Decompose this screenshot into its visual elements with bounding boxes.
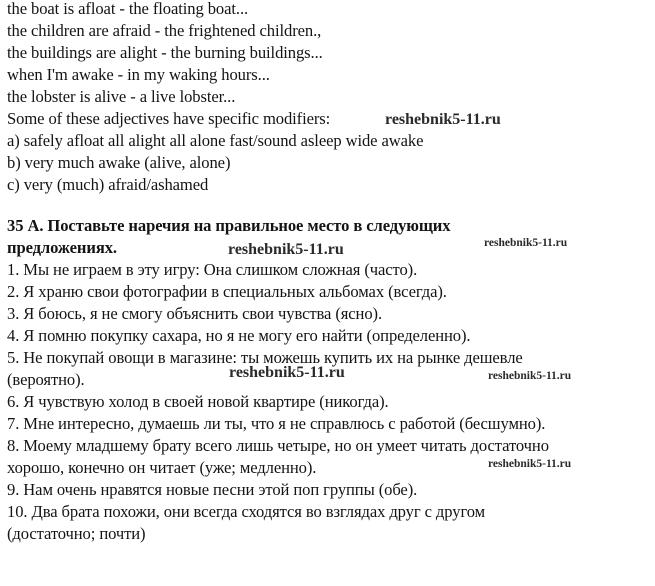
exercise-item: 9. Нам очень нравятся новые песни этой поп группы (обе). — [7, 480, 418, 499]
exercise-item: (достаточно; почти) — [7, 524, 146, 543]
exercise-item: 7. Мне интересно, думаешь ли ты, что я не справлюсь с работой (бесшумно). — [7, 414, 546, 433]
exercise-heading: предложениях. — [7, 238, 117, 257]
text-line: the boat is afloat - the floating boat... — [7, 0, 249, 18]
text-line: b) very much awake (alive, alone) — [7, 153, 231, 172]
exercise-item: 1. Мы не играем в эту игру: Она слишком сложная (часто). — [7, 260, 418, 279]
watermark: reshebnik5-11.ru — [484, 237, 568, 249]
exercise-item: 5. Не покупай овощи в магазине: ты можешь купить их на рынке дешевле — [7, 348, 523, 367]
exercise-item: 6. Я чувствую холод в своей новой квартире (никогда). — [7, 392, 389, 411]
text-line: the buildings are alight - the burning buildings... — [7, 43, 323, 62]
exercise-item: 2. Я храню свои фотографии в специальных альбомах (всегда). — [7, 282, 447, 301]
watermark: reshebnik5-11.ru — [488, 458, 572, 470]
exercise-heading: 35 А. Поставьте наречия на правильное место в следующих — [7, 216, 451, 235]
exercise-item: (вероятно). — [7, 370, 85, 389]
exercise-item: 8. Моему младшему брату всего лишь четыре, но он умеет читать достаточно — [7, 436, 549, 455]
text-line: Some of these adjectives have specific modifiers: — [7, 109, 331, 128]
exercise-item: хорошо, конечно он читает (уже; медленно). — [7, 458, 317, 477]
watermark: reshebnik5-11.ru — [385, 111, 501, 128]
text-line: when I'm awake - in my waking hours... — [7, 65, 270, 84]
exercise-item: 4. Я помню покупку сахара, но я не могу его найти (определенно). — [7, 326, 471, 345]
text-line: the children are afraid - the frightened children., — [7, 21, 322, 40]
exercise-item: 10. Два брата похожи, они всегда сходятся во взглядах друг с другом — [7, 502, 486, 521]
watermark: reshebnik5-11.ru — [229, 364, 345, 381]
watermark: reshebnik5-11.ru — [488, 370, 572, 382]
watermark: reshebnik5-11.ru — [228, 241, 344, 258]
text-line: a) safely afloat all alight all alone fast/sound asleep wide awake — [7, 131, 424, 150]
text-line: the lobster is alive - a live lobster... — [7, 87, 236, 106]
exercise-item: 3. Я боюсь, я не смогу объяснить свои чувства (ясно). — [7, 304, 383, 323]
text-line: c) very (much) afraid/ashamed — [7, 175, 209, 194]
